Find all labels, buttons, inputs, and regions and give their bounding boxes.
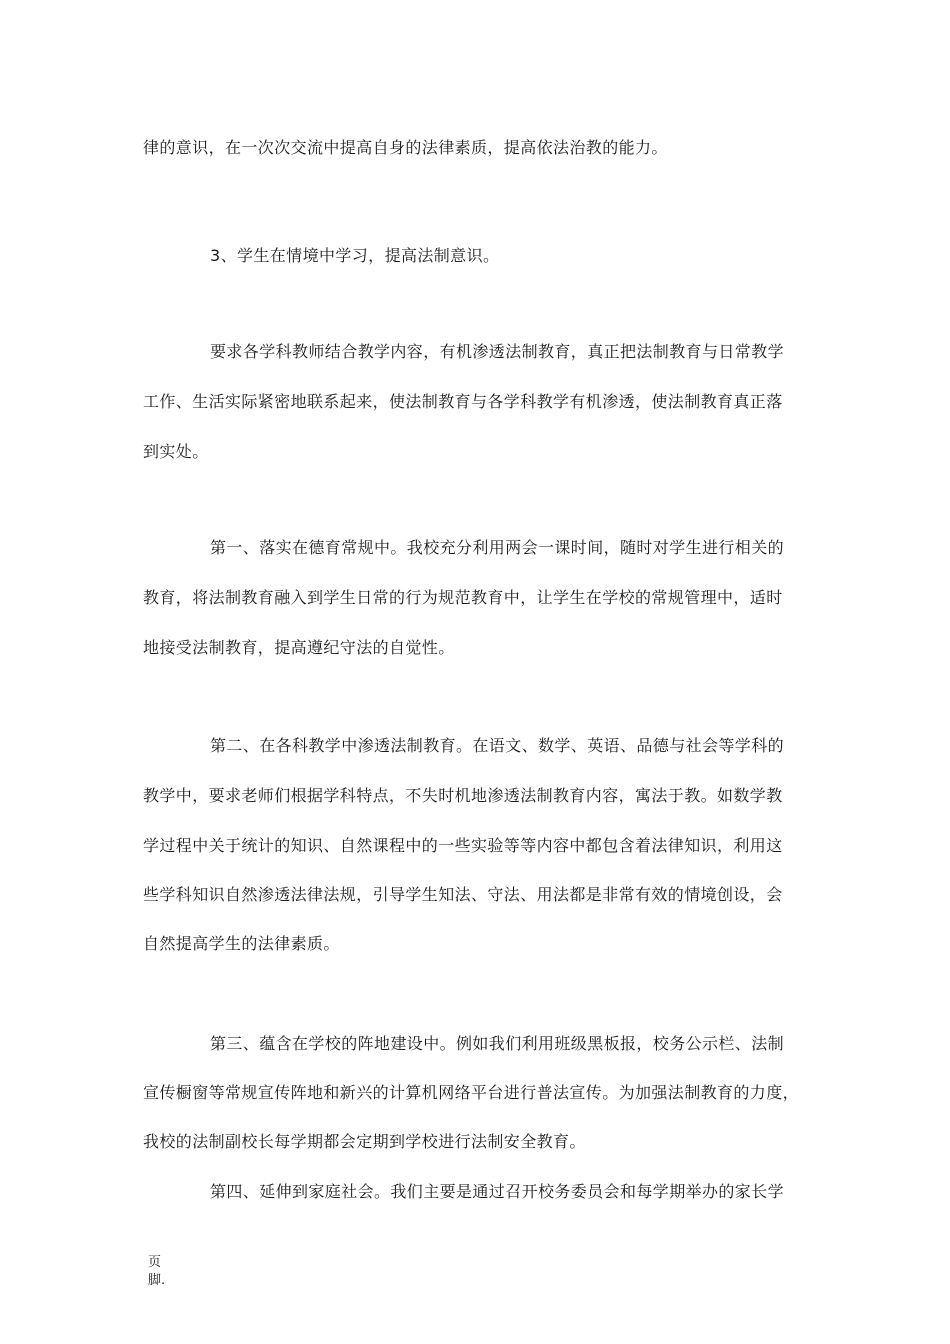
text-line: 第三、蕴含在学校的阵地建设中。例如我们利用班级黑板报，校务公示栏、法制 [210, 1034, 785, 1053]
text-line: 自然提高学生的法律素质。 [143, 934, 340, 953]
text-line: 律的意识，在一次次交流中提高自身的法律素质，提高依法治教的能力。 [143, 138, 668, 157]
text-line: 工作、生活实际紧密地联系起来，使法制教育与各学科教学有机渗透，使法制教育真正落 [143, 392, 783, 411]
section-heading: 3、学生在情境中学习，提高法制意识。 [210, 246, 500, 265]
text-line: 宣传橱窗等常规宣传阵地和新兴的计算机网络平台进行普法宣传。为加强法制教育的力度， [143, 1083, 800, 1102]
text-line: 到实处。 [143, 442, 209, 461]
text-line: 我校的法制副校长每学期都会定期到学校进行法制安全教育。 [143, 1132, 586, 1151]
text-line: 教学中，要求老师们根据学科特点，不失时机地渗透法制教育内容，寓法于教。如数学教 [143, 786, 783, 805]
text-line: 教育，将法制教育融入到学生日常的行为规范教育中，让学生在学校的常规管理中，适时 [143, 588, 783, 607]
text-line: 学过程中关于统计的知识、自然课程中的一些实验等等内容中都包含着法律知识，利用这 [143, 836, 783, 855]
text-line: 第四、延伸到家庭社会。我们主要是通过召开校务委员会和每学期举办的家长学 [210, 1182, 785, 1201]
text-line: 地接受法制教育，提高遵纪守法的自觉性。 [143, 638, 455, 657]
text-line: 些学科知识自然渗透法律法规，引导学生知法、守法、用法都是非常有效的情境创设，会 [143, 885, 783, 904]
text-line: 要求各学科教师结合教学内容，有机渗透法制教育，真正把法制教育与日常教学 [210, 342, 785, 361]
text-line: 第一、落实在德育常规中。我校充分利用两会一课时间，随时对学生进行相关的 [210, 538, 785, 557]
footer-label: 页 [148, 1255, 162, 1270]
footer-label: 脚. [148, 1273, 166, 1288]
text-line: 第二、在各科教学中渗透法制教育。在语文、数学、英语、品德与社会等学科的 [210, 736, 785, 755]
